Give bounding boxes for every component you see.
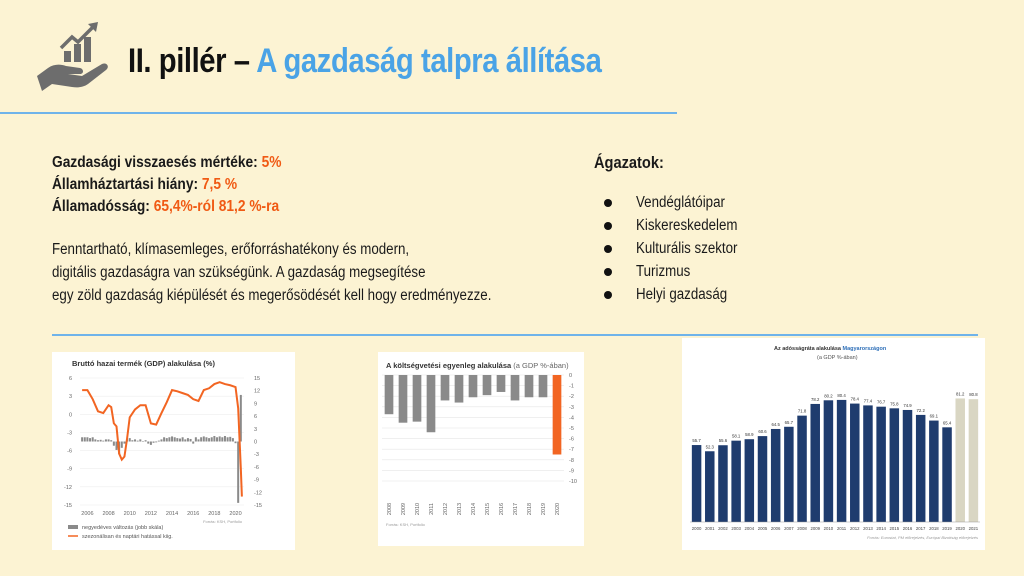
balance-bar [539,375,548,397]
quarterly-change-bar [123,442,125,444]
quarterly-change-bar [153,442,155,443]
x-tick-label: 2014 [876,526,886,531]
source-note: Forrás: KSH, Portfolio [203,519,242,524]
x-tick-label: 2003 [731,526,741,531]
x-tick-label: 2009 [810,526,821,531]
y-right-tick-label: -3 [254,452,259,459]
y-tick-label: -5 [569,426,574,432]
y-tick-label: -9 [569,468,574,475]
bullet-icon [604,222,612,230]
y-right-tick-label: -12 [254,490,262,497]
quarterly-change-bar [147,442,149,444]
debt-bar [903,410,912,522]
quarterly-change-bar [179,439,181,442]
balance-bar [427,375,436,432]
quarterly-change-bar [92,437,94,441]
y-tick-label: -6 [569,436,574,443]
y-right-tick-label: 0 [254,439,258,446]
x-tick-label: 2001 [704,526,715,531]
quarterly-change-bar [195,437,197,441]
x-tick-label: 2021 [968,526,979,531]
bullet-icon [604,268,612,276]
quarterly-change-bar [182,437,184,441]
y-left-tick-label: 0 [68,412,72,419]
data-label: 77.4 [863,398,873,404]
quarterly-change-bar [142,441,144,442]
quarterly-change-bar [84,437,86,441]
data-label: 76.7 [876,399,886,405]
x-tick-label: 2009 [401,502,407,516]
data-label: 72.2 [916,407,925,413]
data-label: 55.7 [692,438,701,444]
paragraph-line: digitális gazdaságra van szükségünk. A gazdaság megsegítése [52,264,426,281]
stat-value: 5% [261,154,282,171]
balance-bar [385,375,394,414]
x-tick-label: 2016 [187,511,200,517]
debt-ratio-chart [682,338,985,550]
y-left-tick-label: -15 [64,503,72,509]
x-tick-label: 2015 [889,526,900,531]
data-label: 80.8 [969,392,978,398]
quarterly-change-bar [105,439,107,441]
bullet-icon [604,291,612,299]
y-left-tick-label: 6 [68,376,72,382]
quarterly-change-bar [208,438,210,441]
debt-bar [890,408,899,522]
quarterly-change-bar [235,442,237,444]
quarterly-change-bar [94,439,96,441]
quarterly-change-bar [139,439,141,441]
debt-bar [824,400,833,522]
debt-bar [837,400,846,522]
x-tick-label: 2004 [744,526,755,531]
data-label: 80.4 [837,392,846,398]
debt-bar [745,439,754,522]
y-tick-label: -7 [569,447,574,454]
x-tick-label: 2020 [555,502,561,516]
debt-bar [771,429,780,522]
balance-bar [469,375,478,397]
stat-label: Államadósság: [52,198,154,215]
quarterly-change-bar [205,437,207,441]
quarterly-change-bar [171,436,173,441]
x-tick-label: 2000 [691,526,702,531]
debt-bar [692,445,701,522]
data-label: 60.6 [758,429,767,435]
data-label: 75.8 [890,401,899,407]
balance-bar [553,375,562,455]
data-label: 55.6 [718,438,728,444]
stat-deficit [52,174,237,196]
x-tick-label: 2010 [415,502,421,516]
balance-bar [413,375,422,422]
quarterly-change-bar [200,437,202,441]
quarterly-change-bar [163,437,165,441]
x-tick-label: 2002 [718,526,728,531]
y-tick-label: -10 [569,479,577,485]
quarterly-change-bar [155,442,157,443]
source-note: Forrás: KSH, Portfolio [386,522,425,527]
quarterly-change-bar [89,438,91,441]
y-right-tick-label: 15 [254,376,261,382]
page-title [128,42,601,81]
x-tick-label: 2012 [443,502,449,516]
stat-value: 7,5 % [201,176,238,193]
x-tick-label: 2013 [457,502,463,516]
x-tick-label: 2019 [541,502,547,516]
debt-bar [916,415,925,522]
quarterly-change-bar [145,440,147,441]
data-label: 80.2 [824,393,833,399]
x-tick-label: 2017 [513,502,519,516]
y-right-tick-label: -9 [254,477,259,484]
debt-bar [850,404,859,522]
debt-bar [784,427,793,522]
y-right-tick-label: 9 [254,401,258,408]
balance-bar [497,375,506,392]
quarterly-change-bar [224,436,226,442]
quarterly-change-bar [100,440,102,442]
hand-growth-chart-icon [34,18,114,98]
quarterly-change-bar [158,441,160,442]
x-tick-label: 2012 [144,511,158,517]
debt-bar [718,445,727,522]
paragraph-line: Fenntartható, klímasemleges, erőforráshatékony és modern, [52,241,410,258]
y-tick-label: -3 [569,404,574,411]
balance-bar [483,375,492,395]
sectors-heading: Ágazatok: [594,153,664,172]
quarterly-change-bar [213,436,215,442]
sector-item: Vendéglátóipar [604,192,754,215]
debt-bar [705,451,714,522]
x-tick-label: 2015 [485,502,491,516]
balance-bar [441,375,450,400]
data-label: 71.8 [797,408,807,414]
debt-bar [942,427,951,522]
quarterly-change-bar [229,437,231,442]
paragraph-line: egy zöld gazdaság kiépülését és megerősödését kell hogy eredményezze. [52,287,492,304]
x-tick-label: 2014 [471,502,477,516]
y-right-tick-label: -6 [254,464,259,471]
quarterly-change-bar [187,438,189,441]
quarterly-change-bar [216,437,218,441]
quarterly-change-bar [192,442,194,444]
debt-bar [929,421,938,522]
sector-item: Helyi gazdaság [604,283,754,306]
quarterly-change-bar [97,440,99,441]
x-tick-label: 2017 [915,526,926,531]
balance-bar [455,375,464,403]
quarterly-change-bar [184,439,186,441]
sector-item: Kulturális szektor [604,238,754,261]
x-tick-label: 2020 [955,526,966,531]
quarterly-change-bar [113,442,115,446]
quarterly-change-bar [174,437,176,441]
y-tick-label: -1 [569,383,574,390]
y-left-tick-label: -9 [67,466,72,473]
quarterly-change-bar [227,437,229,441]
quarterly-change-bar [108,439,110,441]
data-label: 65.4 [942,420,952,426]
y-right-tick-label: -15 [254,503,262,509]
quarterly-change-bar [134,439,136,441]
quarterly-change-bar [190,439,192,442]
x-tick-label: 2014 [165,511,179,517]
x-tick-label: 2012 [849,526,860,531]
debt-bar [876,407,885,522]
description-paragraph [52,238,534,307]
quarterly-change-bar [137,441,139,442]
legend-label: szezonálisan és naptári hatással kiig. [82,534,173,540]
chart-title: A költségvetési egyenleg alakulása (a GDP %-ában) [386,361,569,370]
y-right-tick-label: 6 [254,414,258,421]
title-underline [0,112,677,114]
y-left-tick-label: -12 [64,484,72,491]
y-tick-label: -8 [569,457,574,464]
data-label: 78.2 [811,396,820,402]
quarterly-change-bar [203,436,205,441]
gdp-chart [52,352,295,550]
balance-bar [511,375,520,400]
quarterly-change-bar [81,437,83,441]
x-tick-label: 2018 [208,511,221,517]
debt-bar [797,416,806,522]
x-tick-label: 2013 [863,526,873,531]
x-tick-label: 2016 [499,502,505,516]
quarterly-change-bar [129,438,131,441]
balance-bar [525,375,534,397]
stat-label: Államháztartási hiány: [52,176,202,193]
quarterly-change-bar [219,436,221,441]
y-right-tick-label: 3 [254,426,258,433]
chart-title: Az adósságráta alakulása Magyarországon [774,346,887,352]
debt-bar [758,436,767,522]
debt-bar [810,404,819,522]
title-main: A gazdaság talpra állítása [256,42,602,80]
y-tick-label: -4 [569,415,574,422]
quarterly-change-bar [211,437,213,441]
debt-bar [863,405,872,522]
section-divider [52,334,978,336]
bullet-icon [604,199,612,207]
debt-bar [955,398,964,522]
sector-item: Turizmus [604,260,754,283]
stat-label: Gazdasági visszaesés mértéke: [52,154,262,171]
sectors-list [604,192,754,306]
data-label: 74.9 [903,402,912,408]
x-tick-label: 2020 [229,511,242,517]
legend-label: negyedéves változás (jobb skála) [82,525,164,531]
quarterly-change-bar [176,438,178,441]
stat-recession [52,152,281,174]
x-tick-label: 2016 [902,526,913,531]
data-label: 52.3 [705,444,714,450]
balance-bar [399,375,408,423]
x-tick-label: 2019 [942,526,952,531]
data-label: 81.2 [956,391,965,397]
data-label: 64.5 [771,421,780,427]
debt-bar [731,441,740,522]
y-tick-label: -2 [569,394,574,401]
x-tick-label: 2010 [123,511,136,517]
y-left-tick-label: -6 [67,448,72,455]
title-prefix: II. pillér – [128,42,257,80]
data-label: 69.1 [929,413,939,419]
x-tick-label: 2007 [784,526,794,531]
quarterly-change-bar [86,437,88,441]
y-left-tick-label: 3 [68,394,72,401]
y-left-tick-label: -3 [67,430,72,437]
x-tick-label: 2008 [387,502,393,516]
x-tick-label: 2018 [929,526,939,531]
debt-bar [969,399,978,522]
bullet-icon [604,245,612,253]
chart-subtitle: (a GDP %-ában) [817,355,858,361]
quarterly-change-bar [198,439,200,441]
stat-debt [52,196,279,218]
y-tick-label: 0 [569,373,573,379]
x-tick-label: 2011 [836,526,847,531]
x-tick-label: 2006 [81,511,94,517]
quarterly-change-bar [131,440,133,441]
quarterly-change-bar [168,437,170,441]
legend-swatch [68,525,78,529]
stat-value: 65,4%-ról 81,2 %-ra [153,198,280,215]
quarterly-change-bar [166,438,168,441]
quarterly-change-bar [102,441,104,442]
source-note: Forrás: Eurostat, PM előrejelzés, Európai Bizottság előrejelzés [867,535,978,540]
data-label: 65.7 [784,419,794,425]
budget-balance-chart [378,352,584,546]
chart-title: Bruttó hazai termék (GDP) alakulása (%) [72,359,215,368]
quarterly-change-bar [237,442,239,503]
quarterly-change-bar [232,438,234,441]
x-tick-label: 2011 [429,503,435,515]
y-right-tick-label: 12 [254,388,261,395]
x-tick-label: 2005 [757,526,768,531]
quarterly-change-bar [221,437,223,441]
sector-item: Kiskereskedelem [604,215,754,238]
quarterly-change-bar [150,442,152,445]
x-tick-label: 2018 [527,502,533,516]
quarterly-change-bar [110,440,112,441]
quarterly-change-bar [121,442,123,448]
data-label: 58.1 [731,433,741,439]
quarterly-change-bar [160,439,162,441]
x-tick-label: 2008 [102,511,115,517]
x-tick-label: 2010 [823,526,834,531]
x-tick-label: 2006 [770,526,781,531]
data-label: 58.9 [745,432,754,438]
data-label: 78.4 [850,396,859,402]
x-tick-label: 2008 [797,526,807,531]
